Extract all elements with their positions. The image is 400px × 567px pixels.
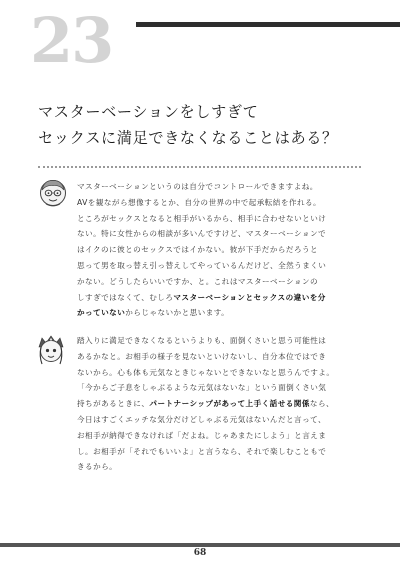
- text-segment: あるかなと。お相手の様子を見ないといけないし、自分本位ではでき: [77, 351, 327, 361]
- text-segment: マスターベーションというのは自分でコントロールできますよね。: [77, 182, 318, 191]
- text-line: [77, 459, 377, 475]
- page-title: [38, 99, 378, 151]
- emphasis-text: マスターベーションとセックスの違いを分: [173, 292, 326, 302]
- emphasis-text: パートナーシップがあって上手く話せる関係: [149, 399, 310, 409]
- text-segment: はイクのに彼とのセックスではイかない。彼が下手だからだろうと: [77, 245, 319, 255]
- title-line-1: マスターベーションをしすぎて: [38, 103, 259, 121]
- text-segment: 今日はすごくエッチな気分だけどしゃぶる元気はないんだと言って、: [77, 414, 327, 424]
- answer-1: [77, 179, 377, 321]
- title-line-2: セックスに満足できなくなることはある？: [38, 129, 338, 147]
- header-rule: [136, 22, 400, 27]
- answer-2: [77, 333, 377, 475]
- footer-bar: [0, 543, 400, 547]
- text-line: [77, 274, 377, 290]
- text-segment: 思って男を取っ替え引っ替えしてやっているんだけど、全然うまくい: [77, 260, 327, 270]
- text-segment: お相手が納得できなければ「だよね。じゃあまたにしよう」と言えま: [77, 430, 327, 440]
- text-segment: かない。どうしたらいいですか、と。これはマスターベーションの: [77, 276, 319, 286]
- speaker-2-avatar-icon: [36, 334, 66, 366]
- text-segment: し。お相手が「それでもいいよ」と言うなら、それで楽しむこともで: [77, 446, 327, 456]
- text-segment: しすぎではなくて、むしろ: [77, 292, 174, 302]
- text-segment: ところがセックスとなると相手がいるから、相手に合わせないといけ: [77, 213, 327, 223]
- speaker-1-avatar-icon: [38, 178, 68, 210]
- text-line: [77, 290, 377, 306]
- text-line: [77, 349, 377, 365]
- text-line: [77, 428, 377, 444]
- text-line: [77, 333, 377, 349]
- text-segment: 「今からご子息をしゃぶるような元気はないな」という面倒くさい気: [77, 383, 327, 393]
- text-line: [77, 211, 377, 227]
- text-segment: 持ちがあるときに、: [77, 399, 150, 409]
- text-segment: 踏入りに満足できなくなるというよりも、面倒くさいと思う可能性は: [77, 336, 327, 345]
- text-line: [77, 226, 377, 242]
- text-line: [77, 412, 377, 428]
- text-line: [77, 380, 377, 396]
- text-segment: きるから。: [77, 462, 118, 472]
- text-line: [77, 179, 377, 195]
- text-segment: なら、: [309, 399, 335, 409]
- emphasis-text: かっていない: [77, 308, 126, 318]
- text-line: [77, 258, 377, 274]
- page-number: 68: [193, 548, 207, 558]
- text-segment: ない。特に女性からの相談が多いんですけど、マスターベーションで: [77, 229, 327, 239]
- dotted-divider: [38, 166, 361, 168]
- text-line: [77, 305, 377, 321]
- chapter-number: 23: [30, 4, 113, 77]
- text-line: [77, 365, 377, 381]
- text-line: [77, 396, 377, 412]
- text-segment: ないから。心も体も元気なときじゃないとできないなと思うんですよ。: [77, 367, 335, 377]
- text-line: [77, 444, 377, 460]
- text-segment: AVを観ながら想像するとか、自分の世界の中で起承転結を作れる。: [77, 197, 322, 207]
- text-segment: からじゃないかと思います。: [125, 308, 230, 318]
- text-line: [77, 195, 377, 211]
- text-line: [77, 242, 377, 258]
